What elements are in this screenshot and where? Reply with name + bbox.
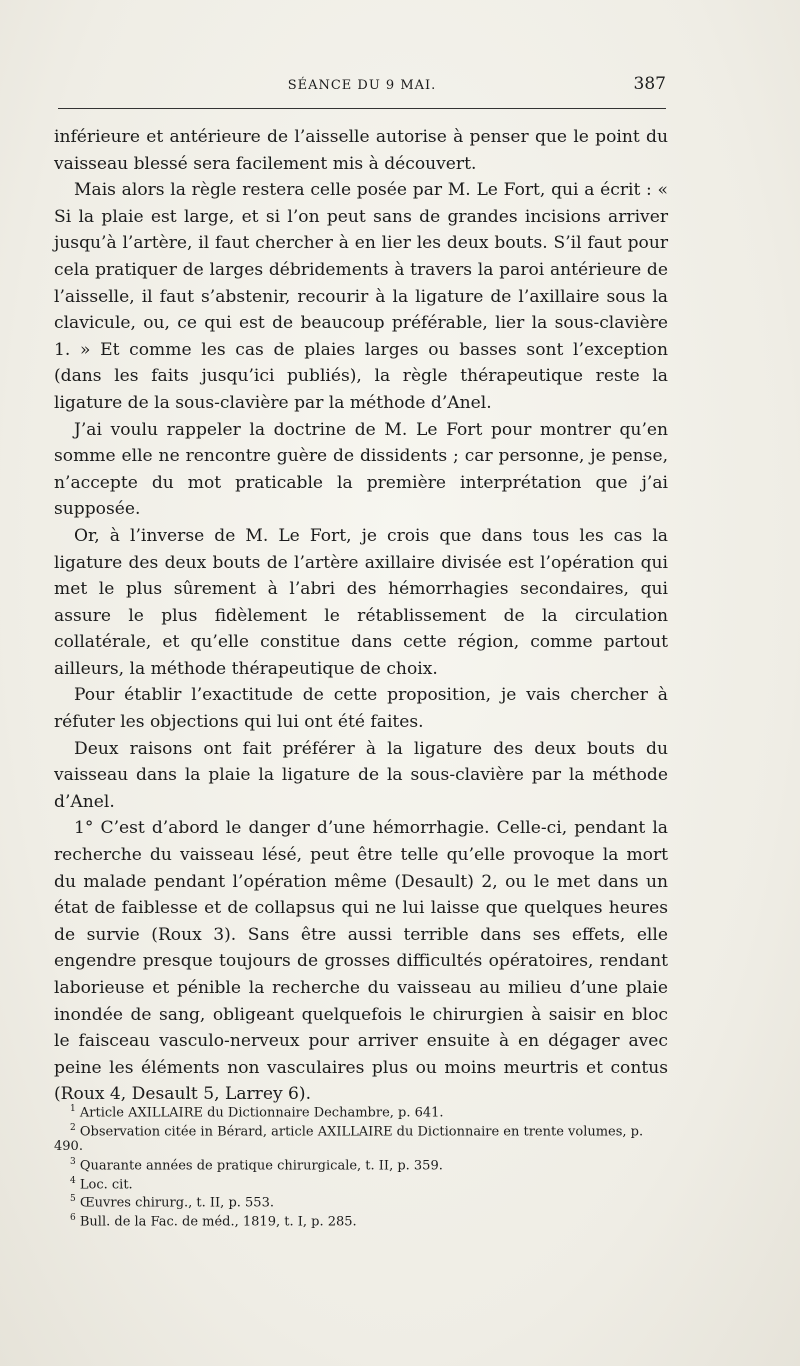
footnote-number: 2 [70,1122,76,1133]
footnote-2 [54,1121,668,1155]
footnote-3 [54,1155,668,1174]
page-number: 387 [633,74,666,94]
paragraph-6: Deux raisons ont fait préférer à la ligature des deux bouts du vaisseau dans la plaie la ligature de la sous-clavière par la méthode d’Anel. [54,738,668,812]
paragraph-5: Pour établir l’exactitude de cette proposition, je vais chercher à réfuter les objections qui lui ont été faites. [54,685,668,733]
footnote-6 [54,1211,668,1230]
footnote-number: 3 [70,1156,76,1167]
footnote-number: 5 [70,1194,76,1205]
footnote-number: 4 [70,1175,76,1186]
paragraph-4: Or, à l’inverse de M. Le Fort, je crois que dans tous les cas la ligature des deux bouts de l’artère axillaire divisée est l’opération qui met le plus sûrement à l’abri des hémorrhagies secondaires, qui assure le plus fidèlement le rétablissement de la circulation collatérale, et qu’elle constitue dans cette région, comme partout ailleurs, la méthode thérapeutique de choix. [54,525,668,679]
footnotes [54,1102,668,1230]
header-rule [58,108,666,109]
running-head [58,74,666,102]
footnote-text: Observation citée in Bérard, article AXILLAIRE du Dictionnaire en trente volumes, p. 490. [54,1124,644,1155]
running-title: SÉANCE DU 9 MAI. [287,78,437,93]
paragraph-2: Mais alors la règle restera celle posée par M. Le Fort, qui a écrit : « Si la plaie est large, et si l’on peut sans de grandes incisions arriver jusqu’à l’artère, il faut chercher à en lier les deux bouts. S’il faut pour cela pratiquer de larges débridements à travers la paroi antérieure de l’aisselle, il faut s’abstenir, recourir à la ligature de l’axillaire sous la clavicule, ou, ce qui est de beaucoup préférable, lier la sous-clavière 1. » Et comme les cas de plaies larges ou basses sont l’exception (dans les faits jusqu’ici publiés), la règle thérapeutique reste la ligature de la sous-clavière par la méthode d’Anel. [54,180,668,413]
footnote-4 [54,1174,668,1193]
footnote-5 [54,1192,668,1211]
footnote-text: Bull. de la Fac. de méd., 1819, t. I, p. 285. [79,1214,357,1230]
footnote-text: Quarante années de pratique chirurgicale, t. II, p. 359. [79,1158,443,1174]
footnote-text: Loc. cit. [79,1176,133,1192]
footnote-1 [54,1102,668,1121]
paragraph-7: 1° C’est d’abord le danger d’une hémorrhagie. Celle-ci, pendant la recherche du vaisseau lésé, peut être telle qu’elle provoque la mort du malade pendant l’opération même (Desault) 2, ou le met dans un état de faiblesse et de collapsus qui ne lui laisse que quelques heures de survie (Roux 3). Sans être aussi terrible dans ses effets, elle engendre presque toujours de grosses difficultés opératoires, rendant laborieuse et pénible la recherche du vaisseau au milieu d’une plaie inondée de sang, obligeant quelquefois le chirurgien à saisir en bloc le faisceau vasculo-nerveux pour arriver ensuite à en dégager avec peine les éléments non vasculaires plus ou moins meurtris et contus (Roux 4, Desault 5, Larrey 6). [54,818,668,1105]
footnote-text: Article AXILLAIRE du Dictionnaire Dechambre, p. 641. [79,1105,444,1121]
footnote-number: 1 [70,1104,76,1114]
footnote-number: 6 [70,1213,76,1224]
paragraph-3: J’ai voulu rappeler la doctrine de M. Le Fort pour montrer qu’en somme elle ne rencontre guère de dissidents ; car personne, je pense, n’accepte du mot praticable la première interprétation que j’ai supposée. [54,419,668,520]
paragraph-1: inférieure et antérieure de l’aisselle autorise à penser que le point du vaisseau blessé sera facilement mis à découvert. [54,127,668,174]
body-text [54,124,668,1108]
footnote-text: Œuvres chirurg., t. II, p. 553. [79,1195,274,1211]
